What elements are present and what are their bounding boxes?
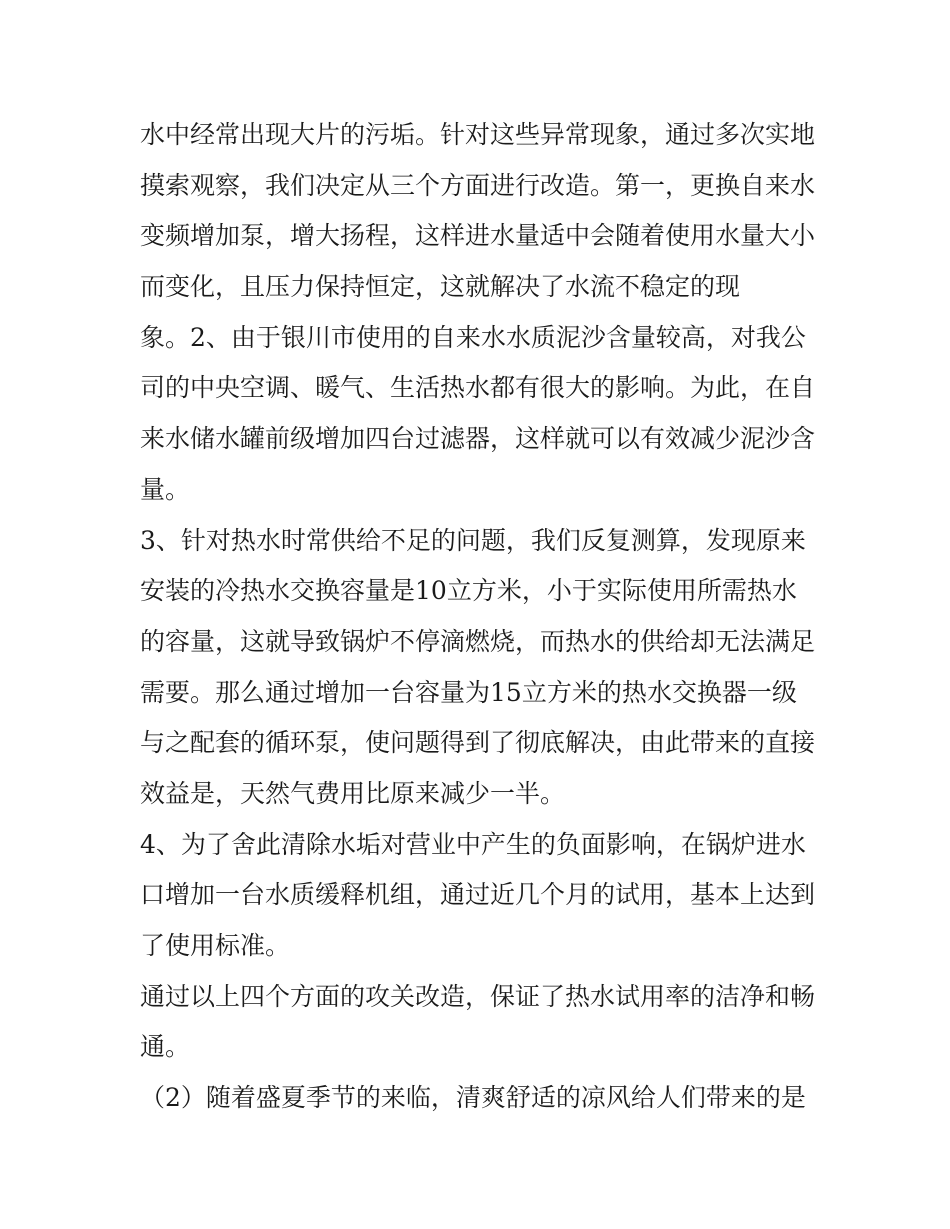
text-line: 与之配套的循环泵，使问题得到了彻底解决，由此带来的直接 [140, 728, 816, 758]
text-line: 口增加一台水质缓释机组，通过近几个月的试用，基本上达到 [140, 880, 816, 910]
document-body [140, 110, 820, 1124]
text-line: 4、为了舍此清除水垢对营业中产生的负面影响，在锅炉进水 [140, 829, 806, 859]
text-line: 的容量，这就导致锅炉不停滴燃烧，而热水的供给却无法满足 [140, 626, 816, 656]
text-line: 了使用标准。 [140, 931, 291, 960]
text-line: 安装的冷热水交换容量是10立方米，小于实际使用所需热水 [140, 576, 797, 606]
text-line: 司的中央空调、暖气、生活热水都有很大的影响。为此，在自 [140, 373, 816, 403]
text-line: 效益是，天然气费用比原来减少一半。 [140, 778, 566, 808]
text-line: 通。 [140, 1032, 191, 1062]
text-line: 来水储水罐前级增加四台过滤器，这样就可以有效减少泥沙含 [140, 424, 816, 454]
text-line: （2）随着盛夏季节的来临，清爽舒适的凉风给人们带来的是 [140, 1083, 806, 1113]
text-line: 量。 [140, 474, 191, 504]
text-line: 需要。那么通过增加一台容量为15立方米的热水交换器一级 [140, 677, 797, 707]
text-line: 象。2、由于银川市使用的自来水水质泥沙含量较高，对我公 [140, 322, 806, 352]
text-line: 摸索观察，我们决定从三个方面进行改造。第一，更换自来水 [140, 170, 816, 200]
text-line: 通过以上四个方面的攻关改造，保证了热水试用率的洁净和畅 [140, 981, 816, 1011]
text-line: 而变化，且压力保持恒定，这就解决了水流不稳定的现 [140, 272, 741, 302]
text-line: 变频增加泵，增大扬程，这样进水量适中会随着使用水量大小 [140, 221, 816, 251]
text-line: 3、针对热水时常供给不足的问题，我们反复测算，发现原来 [140, 525, 806, 555]
text-line: 水中经常出现大片的污垢。针对这些异常现象，通过多次实地 [140, 120, 816, 149]
